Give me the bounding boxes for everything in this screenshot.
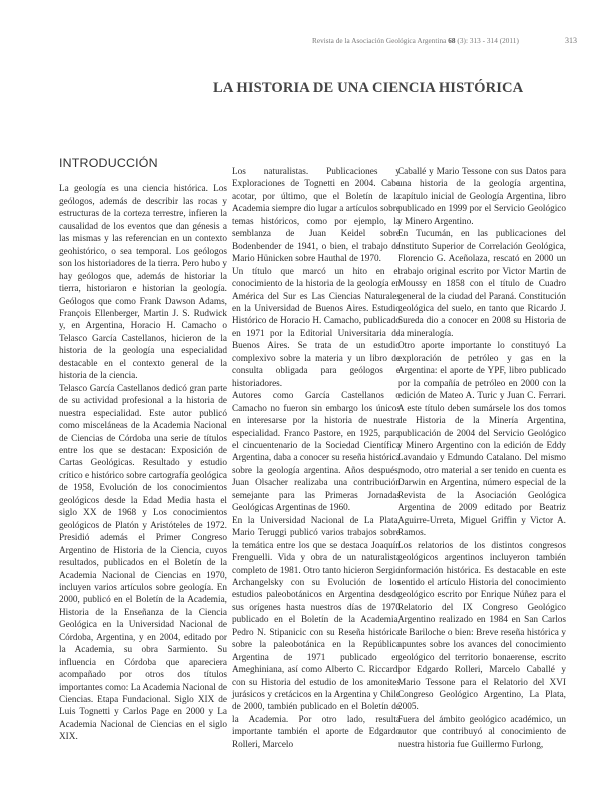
journal-issue-pages: (3): 313 - 314 (2011): [457, 37, 519, 45]
running-header: [312, 37, 519, 45]
journal-name: Revista de la Asociación Geológica Argentina: [312, 37, 447, 45]
text-column-1: [59, 157, 227, 744]
paragraph: Los relatorios de los distintos congresos geológicos argentinos incluyeron también información histórica. Es destacable en este sentido el artículo Historia del conocimiento geológico escrito por Enrique Núñez para el Relatorio del IX Congreso Geológico Argentino realizado en 1984 en San Carlos de Bariloche o bien: Breve reseña histórica y apuntes sobre los avances del conocimiento geológico del territorio bonaerense, escrito por Edgardo Rolleri, Marcelo Caballé y Mario Tessone para el Relatorio del XVI Congreso Geológico Argentino, La Plata, 2005.: [398, 540, 566, 713]
paragraph: En Tucumán, en las publicaciones del Instituto Superior de Correlación Geológica, Florencio G. Aceñolaza, rescató en 2000 un trabajo original escrito por Victor Martin de Moussy en 1858 con el título de Cuadro general de la ciudad del Paraná. Constitución geológica del suelo, en tanto que Ricardo J. Sureda dio a conocer en 2008 su Historia de la mineralogía.: [398, 229, 566, 339]
article-title: LA HISTORIA DE UNA CIENCIA HISTÓRICA: [213, 80, 524, 96]
paragraph: La geología es una ciencia histórica. Los geólogos, además de describir las rocas y estructuras de la corteza terrestre, infieren la causalidad de los eventos que dan génesis a las mismas y las referencian en un contexto geohistórico, o sea temporal. Los geólogos son los historiadores de la tierra. Pero hubo y hay geólogos que, además de historiar la tierra, historiaron e historian la geología. Geólogos que como Frank Dawson Adams, François Ellenberger, Martin J. S. Rudwick y, en Argentina, Horacio H. Camacho o Telasco García Castellanos, hicieron de la historia de la geología una especialidad destacable en el contexto general de la historia de la ciencia.: [59, 184, 227, 382]
paragraph: Fuera del ámbito geológico académico, un autor que contribuyó al conocimiento de nuestra historia fue Guillermo Furlong,: [398, 714, 566, 750]
section-heading: INTRODUCCIÓN: [59, 156, 158, 170]
paragraph: Caballé y Mario Tessone con sus Datos para una historia de la geología argentina, capítulo inicial de Geología Argentina, libro publicado en 1999 por el Servicio Geológico y Minero Argentino.: [398, 167, 566, 227]
paragraph: Autores como García Castellanos o Camacho no fueron sin embargo los únicos en interesarse por la historia de nuestra especialidad. Franco Pastore, en 1925, para el cincuentenario de la Sociedad Científica Argentina, daba a conocer su reseña histórica sobre la geología argentina. Años después, Juan Olsacher realizaba una contribución semejante para las Primeras Jornadas Geológicas Argentinas de 1960.: [232, 391, 400, 514]
paragraph: Telasco García Castellanos dedicó gran parte de su actividad profesional a la historia de nuestra especialidad. Este autor publicó como misceláneas de la Academia Nacional de Ciencias de Córdoba una serie de títulos entre los que se destacan: Exposición de Cartas Geológicas. Resultado y estudio crítico e histórico sobre cartografía geológica de 1958, Evolución de los conocimientos geológicos desde la Edad Media hasta el siglo XX de 1968 y Los conocimientos geológicos de Platón y Aristóteles de 1972. Presidió además el Primer Congreso Argentino de Historia de la Ciencia, cuyos resultados, publicados en el Boletín de la Academia Nacional de Ciencias en 1970, incluyen varios artículos sobre geología. En 2000, publicó en el Boletín de la Academia, Historia de la Enseñanza de la Ciencia Geológica en la Universidad Nacional de Córdoba, Argentina, y en 2004, editado por la Academia, su obra Sarmiento. Su influencia en Córdoba que apareciera acompañado por otros dos títulos importantes como: La Academia Nacional de Ciencias. Etapa Fundacional. Siglo XIX de Luis Tognetti y Carlos Page en 2000 y La Academia Nacional de Ciencias en el siglo XIX.: [59, 383, 227, 743]
journal-volume: 68: [448, 37, 456, 45]
paragraph: Los naturalistas. Publicaciones y Exploraciones de Tognetti en 2004. Cabe acotar, por último, que el Boletín de la Academia siempre dio lugar a artículos sobre temas históricos, como por ejemplo, la semblanza de Juan Keidel sobre Bodenbender de 1941, o bien, el trabajo de Mario Hünicken sobre Hauthal de 1970.: [232, 167, 400, 265]
text-column-2: [232, 166, 400, 751]
page-number: 313: [565, 36, 577, 45]
paragraph: En la Universidad Nacional de La Plata, Mario Teruggi publicó varios trabajos sobre la temática entre los que se destaca Joaquín Frenguelli. Vida y obra de un naturalista completo de 1981. Otro tanto hicieron Sergio Archangelsky con su Evolución de los estudios paleobotánicos en Argentina desde sus orígenes hasta nuestros días de 1970 publicado en el Boletín de la Academia, Pedro N. Stipanicic con su Reseña histórica sobre la paleobotánica en la República Argentina de 1971 publicado en Ameghiniana, así como Alberto C. Riccardi con su Historia del estudio de los amonites jurásicos y cretácicos en la Argentina y Chile de 2000, también publicado en el Boletín de la Academia. Por otro lado, resulta importante también el aporte de Edgardo Rolleri, Marcelo: [232, 515, 400, 750]
text-column-3: [398, 166, 566, 751]
paragraph: Otro aporte importante lo constituyó La exploración de petróleo y gas en la Argentina: el aporte de YPF, libro publicado por la compañía de petróleo en 2000 con la edición de Mateo A. Turic y Juan C. Ferrari. A este título deben sumársele los dos tomos de Historia de la Minería Argentina, publicación de 2004 del Servicio Geológico y Minero Argentino con la edición de Eddy Lavandaio y Edmundo Catalano. Del mismo modo, otro material a ser tenido en cuenta es Darwin en Argentina, número especial de la Revista de la Asociación Geológica Argentina de 2009 editado por Beatriz Aguirre-Urreta, Miguel Griffin y Victor A. Ramos.: [398, 341, 566, 539]
paragraph: Un título que marcó un hito en el conocimiento de la historia de la geología en América del Sur es Las Ciencias Naturales en la Universidad de Buenos Aires. Estudio Histórico de Horacio H. Camacho, publicado en 1971 por la Editorial Universitaria de Buenos Aires. Se trata de un estudio complexivo sobre la materia y un libro de consulta obligada para geólogos e historiadores.: [232, 266, 400, 389]
